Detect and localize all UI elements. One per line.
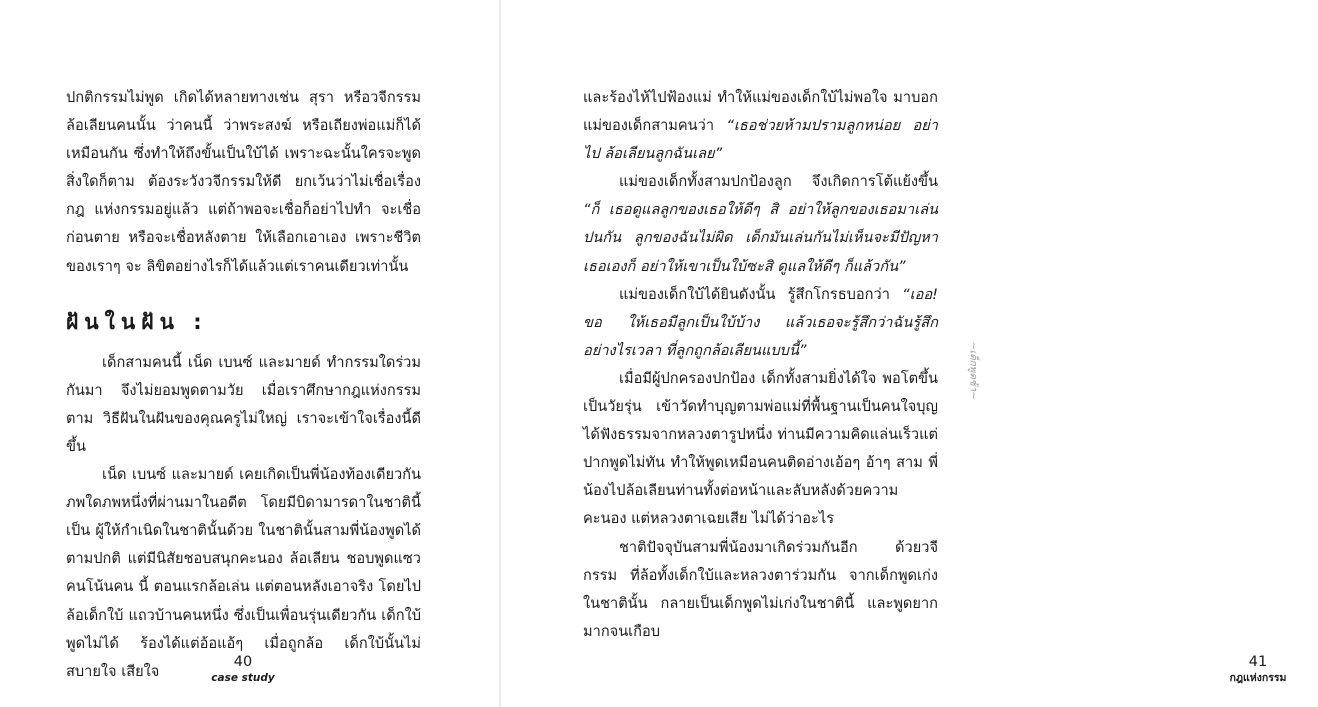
- dialogue-quote: “ก็ เธอดูแลลูกของเธอให้ดีๆ สิ อย่าให้ลูกของเธอมาเล่นปนกัน ลูกของฉันไม่ผิด เด็กมันเล่นกันไม่เห็นจะมีปัญหา เธอเองก็ อย่าให้เขาเป็นใบ้ซะสิ ดูแลให้ดีๆ ก็แล้วกัน”: [583, 201, 938, 275]
- dialogue-quote: “เธอช่วยห้ามปรามลูกหน่อย อย่าไป ล้อเลียนลูกฉันเลย”: [583, 117, 938, 163]
- right-page: [500, 0, 1287, 707]
- running-title: กฎแห่งกรรม: [1229, 672, 1287, 684]
- narration-text: แม่ของเด็กทั้งสามปกป้องลูก จึงเกิดการโต้แย้งขึ้น: [619, 173, 938, 191]
- body-paragraph: ปกติกรรมไม่พูด เกิดได้หลายทางเช่น สุรา หรือวจีกรรม ล้อเลียนคนนั้น ว่าคนนี้ ว่าพระสงฆ์ หรือเถียงพ่อแม่ก็ได้ เหมือนกัน ซึ่งทำให้ถึงขั้นเป็นใบ้ได้ เพราะฉะนั้นใครจะพูด สิ่งใดก็ตาม ต้องระวังวจีกรรมให้ดี ยกเว้นว่าไม่เชื่อเรื่องกฎ แห่งกรรมอยู่แล้ว แต่ถ้าพอจะเชื่อก็อย่าไปทำ จะเชื่อก่อนตาย หรือจะเชื่อหลังตาย ให้เลือกเอาเอง เพราะชีวิตของเราๆ จะ ลิขิตอย่างไรก็ได้แล้วแต่เราคนเดียวเท่านั้น: [66, 89, 421, 275]
- section-heading: ฝันในฝัน :: [66, 309, 208, 334]
- dialogue-quote: “เออ! ขอ ให้เธอมีลูกเป็นใบ้บ้าง แล้วเธอจะรู้สึกว่าฉันรู้สึกอย่างไรเวลา ที่ลูกถูกล้อเลียนแบบนี้”: [583, 285, 938, 359]
- narration-text: และร้องไห้ไปฟ้องแม่ ทำให้แม่ของเด็กใบ้ไม่พอใจ มาบอก แม่ของเด็กสามคนว่า: [583, 89, 938, 135]
- left-page: [0, 0, 500, 707]
- right-folio: [1198, 654, 1318, 685]
- body-paragraph: เน็ด เบนซ์ และมายด์ เคยเกิดเป็นพี่น้องท้องเดียวกัน ภพใดภพหนึ่งที่ผ่านมาในอดีต โดยมีบิดามารดาในชาตินี้เป็น ผู้ให้กำเนิดในชาตินั้นด้วย ในชาตินั้นสามพี่น้องพูดได้ตามปกติ แต่มีนิสัยชอบสนุกคะนอง ล้อเลียน ชอบพูดแซวคนโน้นคน นี้ ตอนแรกล้อเล่น แต่ตอนหลังเอาจริง โดยไปล้อเด็กใบ้ แถวบ้านคนหนึ่ง ซึ่งเป็นเพื่อนรุ่นเดียวกัน เด็กใบ้พูดไม่ได้ ร้องได้แต่อ้อแอ้ๆ เมื่อถูกล้อ เด็กใบ้นั้นไม่สบายใจ เสียใจ: [66, 466, 421, 680]
- body-paragraph: [583, 281, 938, 365]
- body-paragraph: เมื่อมีผู้ปกครองปกป้อง เด็กทั้งสามยิ่งได้ใจ พอโตขึ้น เป็นวัยรุ่น เข้าวัดทำบุญตามพ่อแม่ที่พื้นฐานเป็นคนใจบุญ ได้ฟังธรรมจากหลวงตารูปหนึ่ง ท่านมีความคิดแล่นเร็วแต่ ปากพูดไม่ทัน ทำให้พูดเหมือนคนติดอ่างเอ้อๆ อ้าๆ สาม พี่น้องไปล้อเลียนท่านทั้งต่อหน้าและลับหลังด้วยความคะนอง แต่หลวงตาเฉยเสีย ไม่ได้ว่าอะไร: [583, 369, 938, 528]
- left-folio: [183, 654, 303, 685]
- page-number: 40: [233, 654, 253, 670]
- running-title: case study: [211, 672, 275, 684]
- body-paragraph: [583, 84, 938, 168]
- margin-chapter-label: ~เด็กพูดช้า~: [967, 340, 979, 400]
- body-paragraph: [583, 168, 938, 280]
- right-page-text: [583, 84, 938, 646]
- narration-text: แม่ของเด็กใบ้ได้ยินดังนั้น รู้สึกโกรธบอกว่า: [619, 285, 903, 303]
- body-paragraph: เด็กสามคนนี้ เน็ด เบนซ์ และมายด์ ทำกรรมใดร่วม กันมา จึงไม่ยอมพูดตามวัย เมื่อเราศึกษากฎแห่งกรรมตาม วิธีฝันในฝันของคุณครูไม่ใหญ่ เราจะเข้าใจเรื่องนี้ดีขึ้น: [66, 353, 421, 455]
- left-page-text: [66, 84, 421, 686]
- page-number: 41: [1248, 654, 1268, 670]
- body-paragraph: ชาติปัจจุบันสามพี่น้องมาเกิดร่วมกันอีก ด้วยวจีกรรม ที่ล้อทั้งเด็กใบ้และหลวงตาร่วมกัน จากเด็กพูดเก่งในชาตินั้น กลายเป็นเด็กพูดไม่เก่งในชาตินี้ และพูดยากมากจนเกือบ: [583, 538, 938, 640]
- margin-chapter-mark: [963, 330, 983, 410]
